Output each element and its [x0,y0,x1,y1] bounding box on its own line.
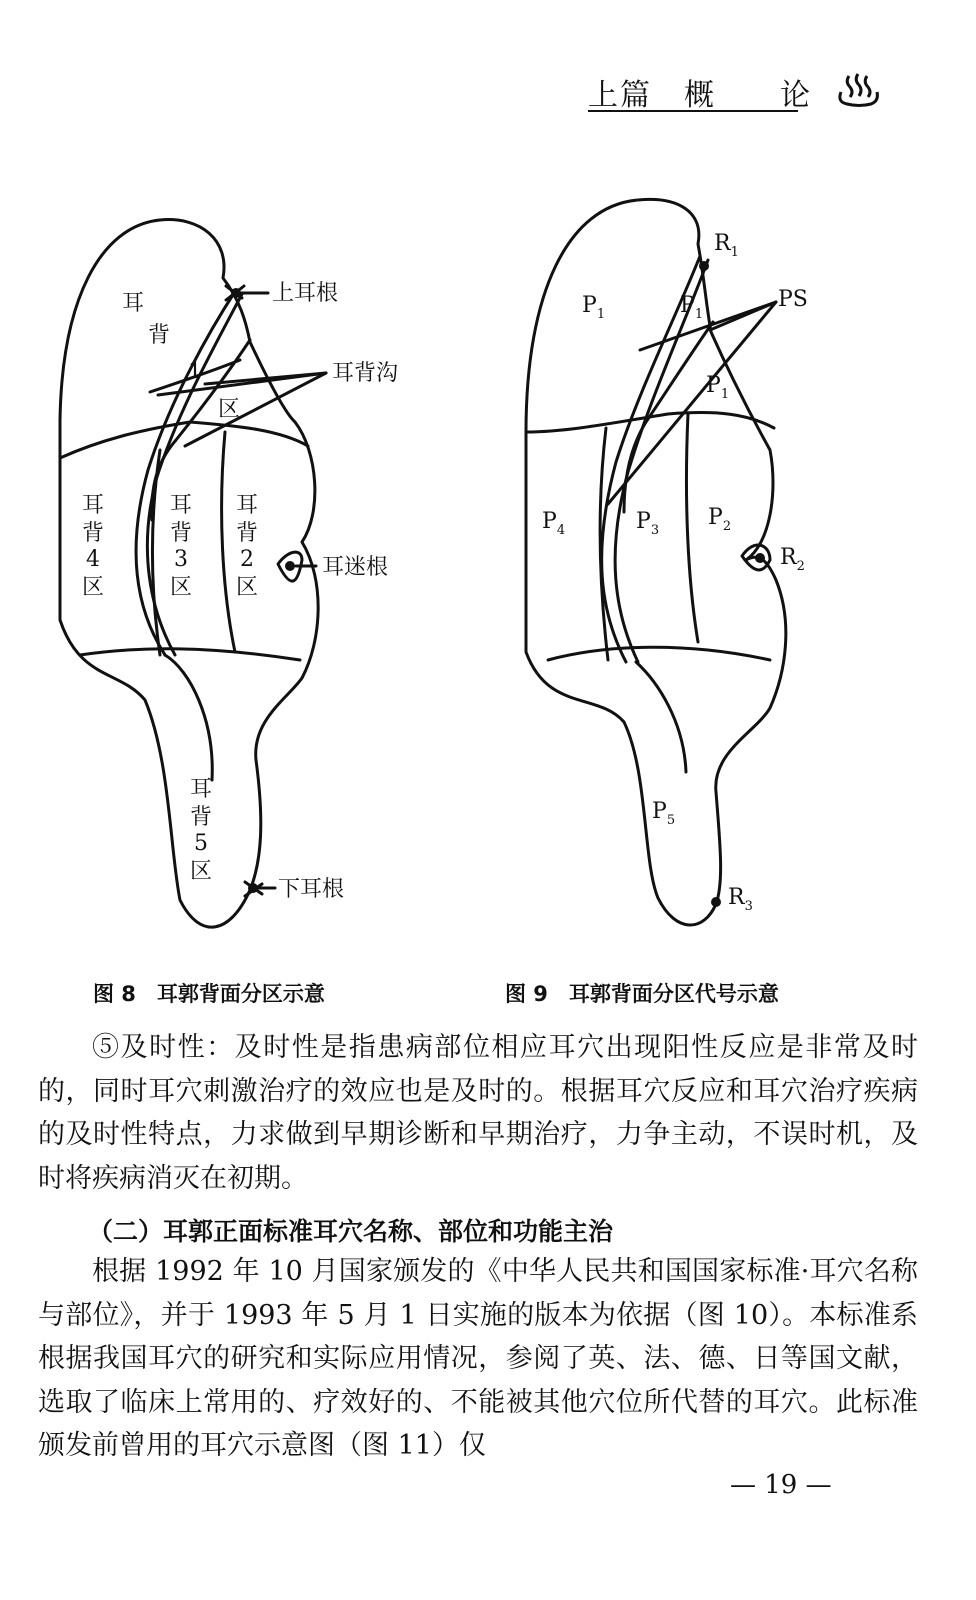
label-p5: $P_5$ [652,799,676,828]
label-r2: $R_2$ [780,545,805,574]
label-vagus-root: 耳迷根 [322,555,389,580]
r1-point [699,261,709,271]
page-number: — 19 — [730,1470,832,1500]
label-p1-left: $P_1$ [582,293,606,322]
label-ps: PS [778,287,808,312]
zone3-c3: 3 [174,547,188,572]
zone1-qu: 区 [218,397,241,422]
zone3-c4: 区 [170,575,193,600]
figure-8-caption: 图 8 耳郭背面分区示意 [93,982,325,1006]
zone2-c2: 背 [236,521,259,546]
zone4-c4: 区 [82,575,105,600]
header-title: 上篇 概 论 [588,78,812,113]
label-p1-low: $P_1$ [706,373,730,402]
label-r1: $R_1$ [714,231,739,260]
zone5-c2: 背 [190,805,213,830]
label-p4: $P_4$ [542,509,566,538]
section-heading: （二）耳郭正面标准耳穴名称、部位和功能主治 [88,1217,614,1246]
zone2-c3: 2 [240,547,254,572]
zone5-c1: 耳 [190,777,213,802]
label-lower-root: 下耳根 [278,877,345,902]
label-p3: $P_3$ [636,509,660,538]
zone4-c2: 背 [82,521,105,546]
zone1-char-2: 背 [148,323,171,348]
figure-9-diagram [508,192,928,962]
vagus-root-point [285,561,295,571]
zone4-c3: 4 [86,547,100,572]
paragraph-standard [38,1250,918,1468]
zone3-c2: 背 [170,521,193,546]
zone1-number: 1 [188,359,202,384]
zone2-c4: 区 [236,575,259,600]
label-upper-root: 上耳根 [272,281,339,306]
zone2-c1: 耳 [236,493,259,518]
figure-9-caption: 图 9 耳郭背面分区代号示意 [505,982,779,1006]
figure-8-diagram [40,200,440,960]
label-p2: $P_2$ [708,505,732,534]
zone3-c1: 耳 [170,493,193,518]
label-r3: $R_3$ [728,885,753,914]
paragraph-timeliness [38,1026,918,1200]
zone5-c4: 区 [190,859,213,884]
r2-point [755,553,765,563]
running-header [588,70,812,113]
label-back-groove: 耳背沟 [332,361,399,386]
hot-spring-icon [833,70,883,110]
paragraph-2-text: 根据 1992 年 10 月国家颁发的《中华人民共和国国家标准·耳穴名称与部位》，并于 1993 年 5 月 1 日实施的版本为依据（图 10）。本标准系根据我国耳穴的研究和实际应用情况，参阅了英、法、德、日等国文献，选取了临床上常用的、疗效好的、不能被其他穴位所代替的耳穴。此标准颁发前曾用的耳穴示意图（图 11）仅 [38,1256,918,1461]
label-p1-mid: $P_1$ [680,293,704,322]
zone1-char-1: 耳 [122,291,145,316]
paragraph-1-text: ⑤及时性：及时性是指患病部位相应耳穴出现阳性反应是非常及时的，同时耳穴刺激治疗的效应也是及时的。根据耳穴反应和耳穴治疗疾病的及时性特点，力求做到早期诊断和早期治疗，力争主动，不误时机，及时将疾病消灭在初期。 [38,1032,918,1194]
zone4-c1: 耳 [82,493,105,518]
zone5-c3: 5 [194,831,208,856]
r3-point [711,897,721,907]
